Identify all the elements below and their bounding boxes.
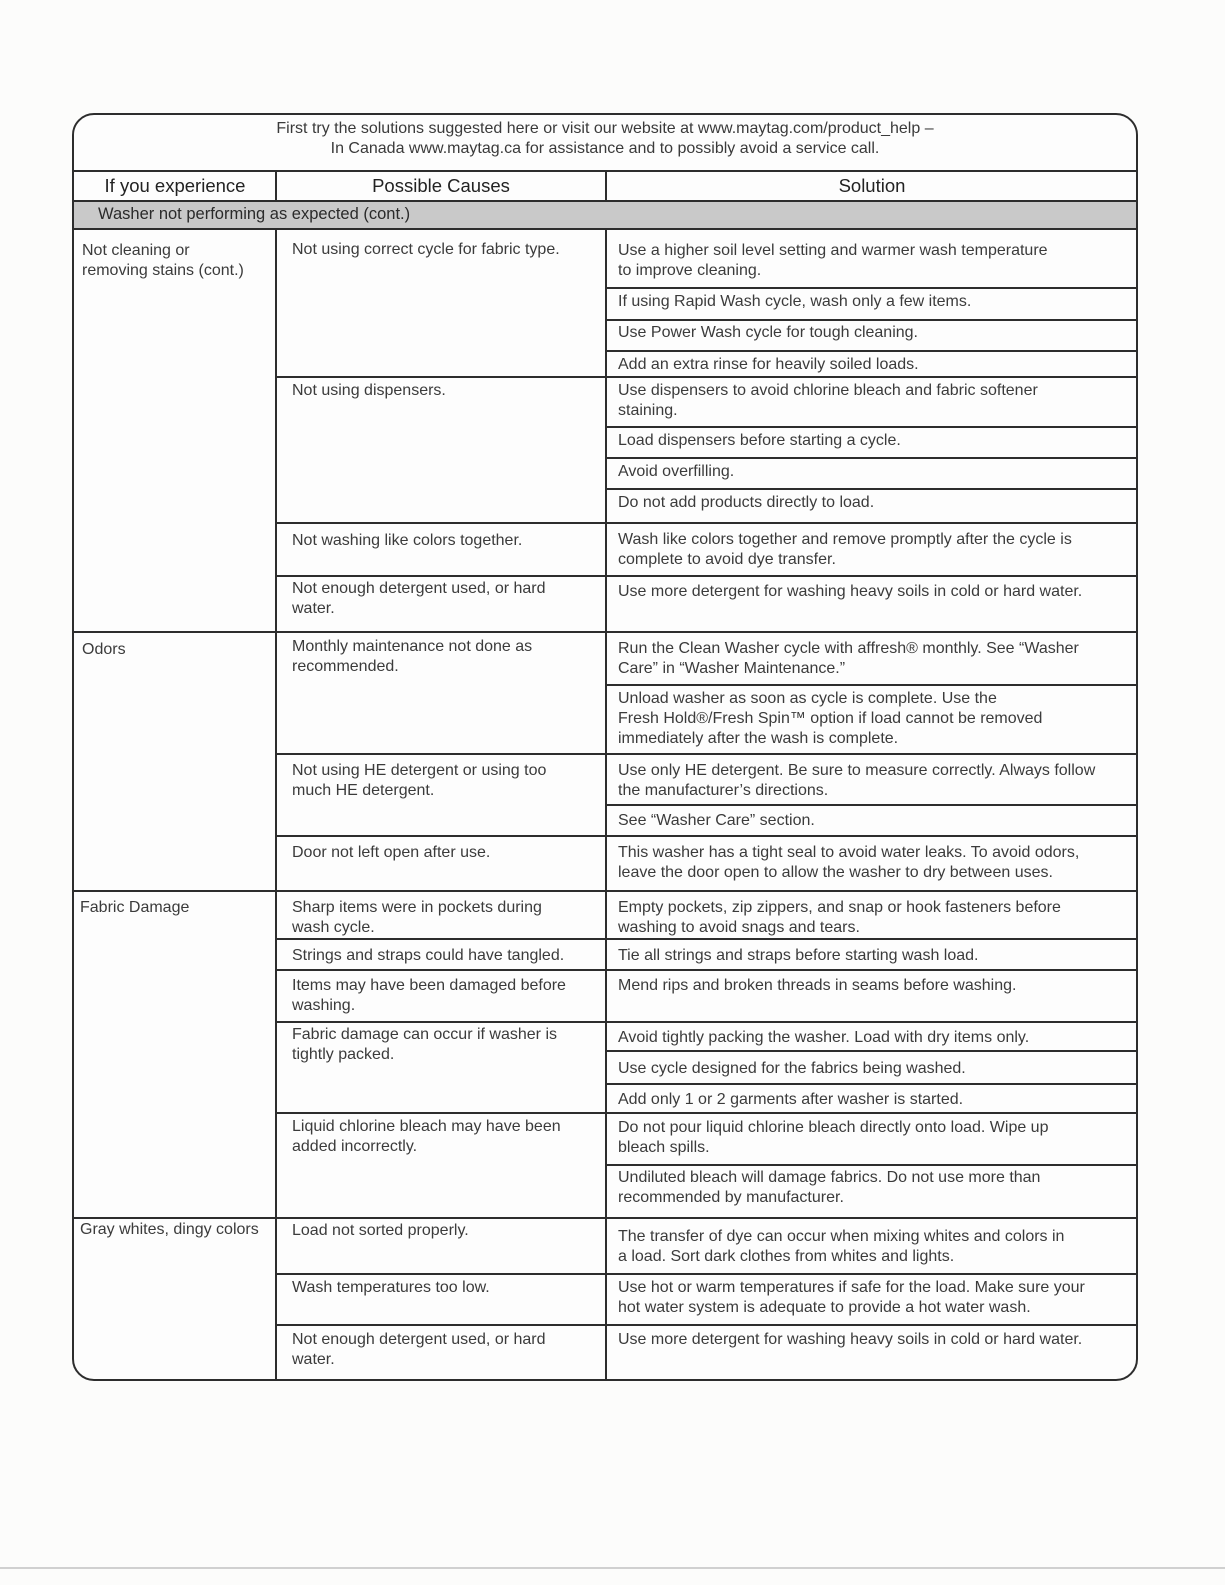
grid-line xyxy=(605,171,607,201)
grid-line xyxy=(276,938,1136,940)
solution-cell: Tie all strings and straps before starting wash load. xyxy=(618,947,979,964)
grid-line xyxy=(606,457,1136,459)
solution-cell: Use more detergent for washing heavy soils in cold or hard water. xyxy=(618,583,1083,600)
solution-cell: Use more detergent for washing heavy soils in cold or hard water. xyxy=(618,1331,1083,1348)
grid-line xyxy=(606,1083,1136,1085)
section-header xyxy=(74,201,1136,230)
grid-line xyxy=(276,575,1136,577)
solution-cell: Avoid tightly packing the washer. Load with dry items only. xyxy=(618,1029,1030,1046)
grid-line xyxy=(606,319,1136,321)
solution-cell: If using Rapid Wash cycle, wash only a few items. xyxy=(618,293,972,310)
cause-cell: Not enough detergent used, or hard water. xyxy=(292,1331,546,1368)
solution-cell: Undiluted bleach will damage fabrics. Do not use more than recommended by manufacturer. xyxy=(618,1169,1041,1206)
header-if-you-experience: If you experience xyxy=(104,175,246,196)
cause-cell: Not using correct cycle for fabric type. xyxy=(292,241,560,258)
solution-cell: Use a higher soil level setting and warmer wash temperature to improve cleaning. xyxy=(618,242,1048,279)
grid-line xyxy=(276,1021,1136,1023)
grid-line xyxy=(606,350,1136,352)
header-solution: Solution xyxy=(838,175,906,196)
intro-line-1: First try the solutions suggested here or visit our website at www.maytag.com/product_help – xyxy=(276,120,934,137)
solution-cell: The transfer of dye can occur when mixing whites and colors in a load. Sort dark clothes from whites and lights. xyxy=(618,1228,1065,1265)
problem-cell: Fabric Damage xyxy=(80,899,190,916)
grid-line xyxy=(74,890,1136,892)
solution-cell: Add only 1 or 2 garments after washer is started. xyxy=(618,1091,964,1108)
grid-line xyxy=(275,230,277,1381)
solution-cell: Do not pour liquid chlorine bleach directly onto load. Wipe up bleach spills. xyxy=(618,1119,1049,1156)
solution-cell: Wash like colors together and remove promptly after the cycle is complete to avoid dye transfer. xyxy=(618,531,1072,568)
solution-cell: Do not add products directly to load. xyxy=(618,494,875,511)
cause-cell: Wash temperatures too low. xyxy=(292,1279,490,1296)
cause-cell: Load not sorted properly. xyxy=(292,1222,469,1239)
solution-cell: This washer has a tight seal to avoid water leaks. To avoid odors, leave the door open to allow the washer to dry between uses. xyxy=(618,844,1080,881)
solution-cell: Unload washer as soon as cycle is complete. Use the Fresh Hold®/Fresh Spin™ option if load cannot be removed immediately after the wash is complete. xyxy=(618,690,1043,747)
grid-line xyxy=(74,631,1136,633)
troubleshooting-table xyxy=(72,113,1138,1381)
solution-cell: Use Power Wash cycle for tough cleaning. xyxy=(618,324,918,341)
cause-cell: Strings and straps could have tangled. xyxy=(292,947,565,964)
solution-cell: Use hot or warm temperatures if safe for the load. Make sure your hot water system is adequate to provide a hot water wash. xyxy=(618,1279,1085,1316)
solution-cell: Use dispensers to avoid chlorine bleach and fabric softener staining. xyxy=(618,382,1038,419)
intro-note xyxy=(74,119,1136,159)
grid-line xyxy=(606,287,1136,289)
solution-cell: Use only HE detergent. Be sure to measure correctly. Always follow the manufacturer’s directions. xyxy=(618,762,1096,799)
cause-cell: Liquid chlorine bleach may have been added incorrectly. xyxy=(292,1118,561,1155)
grid-line xyxy=(606,1164,1136,1166)
cause-cell: Monthly maintenance not done as recommended. xyxy=(292,638,533,675)
section-title: Washer not performing as expected (cont.) xyxy=(98,205,411,223)
grid-line xyxy=(276,376,1136,378)
grid-line xyxy=(276,753,1136,755)
grid-line xyxy=(606,1050,1136,1052)
grid-line xyxy=(276,835,1136,837)
problem-cell: Odors xyxy=(82,641,126,658)
grid-line xyxy=(276,1273,1136,1275)
cause-cell: Items may have been damaged before washing. xyxy=(292,977,566,1014)
solution-cell: Mend rips and broken threads in seams before washing. xyxy=(618,977,1017,994)
grid-line xyxy=(276,969,1136,971)
page-bottom-rule xyxy=(0,1567,1225,1569)
grid-line xyxy=(276,1112,1136,1114)
grid-line xyxy=(606,684,1136,686)
intro-line-2: In Canada www.maytag.ca for assistance and to possibly avoid a service call. xyxy=(330,140,880,157)
solution-cell: Use cycle designed for the fabrics being washed. xyxy=(618,1060,966,1077)
cause-cell: Sharp items were in pockets during wash cycle. xyxy=(292,899,542,936)
grid-line xyxy=(606,488,1136,490)
cause-cell: Fabric damage can occur if washer is tightly packed. xyxy=(292,1026,557,1063)
problem-cell: Gray whites, dingy colors xyxy=(80,1221,259,1238)
solution-cell: Run the Clean Washer cycle with affresh® monthly. See “Washer Care” in “Washer Maintenance.” xyxy=(618,640,1079,677)
grid-line xyxy=(606,426,1136,428)
grid-line xyxy=(275,171,277,201)
cause-cell: Not washing like colors together. xyxy=(292,532,523,549)
grid-line xyxy=(276,1324,1136,1326)
grid-line xyxy=(606,804,1136,806)
cause-cell: Not using dispensers. xyxy=(292,382,446,399)
cause-cell: Not using HE detergent or using too much HE detergent. xyxy=(292,762,547,799)
solution-cell: Add an extra rinse for heavily soiled loads. xyxy=(618,356,919,373)
cause-cell: Door not left open after use. xyxy=(292,844,491,861)
solution-cell: Avoid overfilling. xyxy=(618,463,735,480)
problem-cell: Not cleaning or removing stains (cont.) xyxy=(82,242,244,279)
grid-line xyxy=(74,1217,1136,1219)
solution-cell: See “Washer Care” section. xyxy=(618,812,815,829)
header-possible-causes: Possible Causes xyxy=(372,175,510,196)
solution-cell: Load dispensers before starting a cycle. xyxy=(618,432,901,449)
solution-cell: Empty pockets, zip zippers, and snap or hook fasteners before washing to avoid snags and tears. xyxy=(618,899,1061,936)
cause-cell: Not enough detergent used, or hard water. xyxy=(292,580,546,617)
grid-line xyxy=(276,522,1136,524)
